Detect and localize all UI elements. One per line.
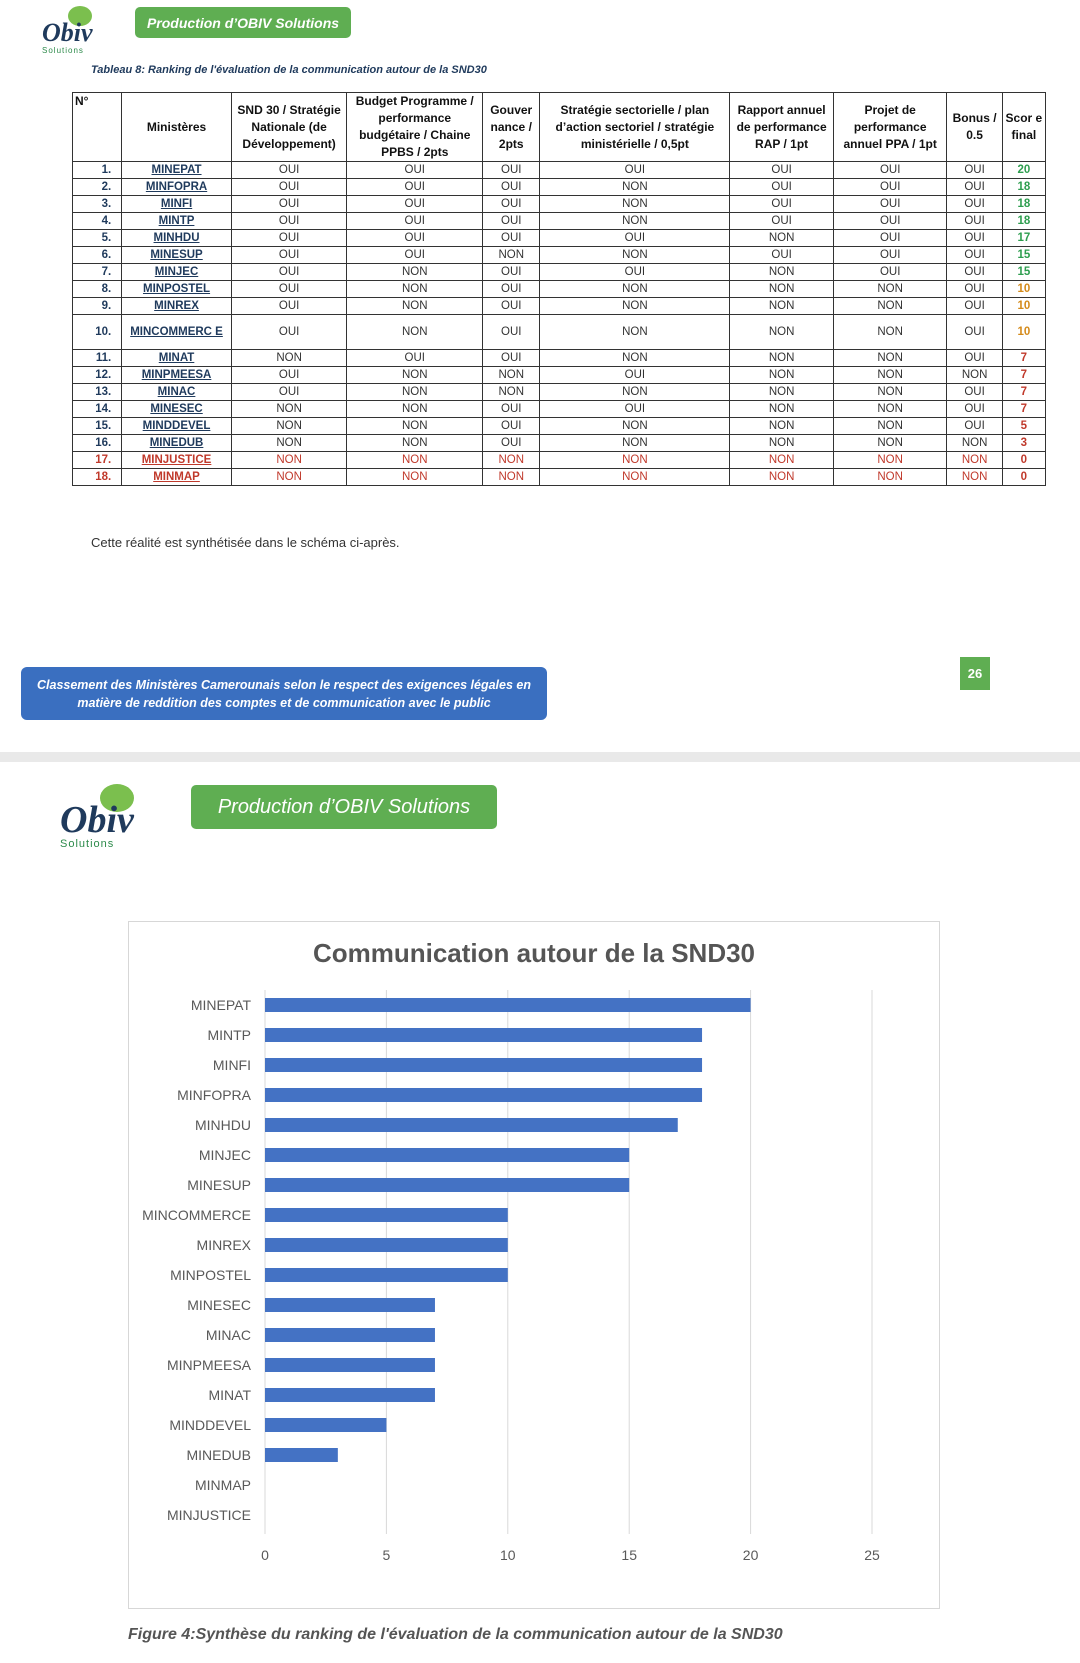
y-category-label: MINREX xyxy=(196,1237,251,1253)
logo-mark-2: Obiv xyxy=(60,799,134,841)
criterion-cell: NON xyxy=(540,196,730,213)
criterion-cell: OUI xyxy=(483,213,540,230)
criterion-cell: NON xyxy=(833,401,947,418)
criterion-cell: NON xyxy=(483,367,540,384)
score-cell: 7 xyxy=(1002,401,1045,418)
criterion-cell: NON xyxy=(730,401,834,418)
criterion-cell: NON xyxy=(540,384,730,401)
criterion-cell: NON xyxy=(483,247,540,264)
criterion-cell: NON xyxy=(833,281,947,298)
criterion-cell: NON xyxy=(540,350,730,367)
criterion-cell: OUI xyxy=(947,179,1002,196)
table-row xyxy=(73,230,1046,247)
row-number: 14. xyxy=(73,401,122,418)
criterion-cell: OUI xyxy=(483,401,540,418)
criterion-cell: OUI xyxy=(947,281,1002,298)
criterion-cell: NON xyxy=(540,179,730,196)
header-bonus: Bonus / 0.5 xyxy=(947,93,1002,162)
criterion-cell: NON xyxy=(231,469,347,486)
criterion-cell: NON xyxy=(730,230,834,247)
x-tick-label: 25 xyxy=(864,1547,880,1563)
ranking-table xyxy=(72,92,1046,486)
table-row xyxy=(73,435,1046,452)
ministry-name: MINFOPRA xyxy=(122,179,232,196)
criterion-cell: OUI xyxy=(347,162,483,179)
y-category-label: MINCOMMERCE xyxy=(142,1207,251,1223)
score-cell: 10 xyxy=(1002,315,1045,350)
criterion-cell: NON xyxy=(540,298,730,315)
table-row xyxy=(73,315,1046,350)
ministry-name: MINJUSTICE xyxy=(122,452,232,469)
chart-title: Communication autour de la SND30 xyxy=(312,938,756,968)
y-category-label: MINEPAT xyxy=(190,997,251,1013)
criterion-cell: OUI xyxy=(231,196,347,213)
score-cell: 7 xyxy=(1002,384,1045,401)
table-caption: Tableau 8: Ranking de l'évaluation de la communication autour de la SND30 xyxy=(91,64,487,76)
criterion-cell: OUI xyxy=(231,367,347,384)
score-cell: 15 xyxy=(1002,247,1045,264)
row-number: 9. xyxy=(73,298,122,315)
row-number: 3. xyxy=(73,196,122,213)
criterion-cell: NON xyxy=(730,281,834,298)
criterion-cell: OUI xyxy=(483,315,540,350)
table-row xyxy=(73,350,1046,367)
criterion-cell: OUI xyxy=(483,298,540,315)
score-cell: 18 xyxy=(1002,213,1045,230)
bar-minpmeesa xyxy=(265,1358,435,1372)
criterion-cell: NON xyxy=(483,384,540,401)
header-snd30: SND 30 / Stratégie Nationale (de Développement) xyxy=(231,93,347,162)
table-body xyxy=(73,162,1046,486)
criterion-cell: OUI xyxy=(231,179,347,196)
bar-minrex xyxy=(265,1238,508,1252)
row-number: 7. xyxy=(73,264,122,281)
y-category-label: MINJUSTICE xyxy=(167,1507,251,1523)
criterion-cell: OUI xyxy=(540,230,730,247)
criterion-cell: OUI xyxy=(483,196,540,213)
criterion-cell: OUI xyxy=(540,264,730,281)
score-cell: 5 xyxy=(1002,418,1045,435)
logo-sub-2: Solutions xyxy=(60,838,115,850)
y-category-label: MINHDU xyxy=(195,1117,251,1133)
score-cell: 0 xyxy=(1002,469,1045,486)
ministry-name: MINPMEESA xyxy=(122,367,232,384)
y-category-label: MINESUP xyxy=(187,1177,251,1193)
table-row xyxy=(73,367,1046,384)
criterion-cell: NON xyxy=(540,452,730,469)
criterion-cell: NON xyxy=(347,298,483,315)
criterion-cell: NON xyxy=(833,367,947,384)
criterion-cell: NON xyxy=(231,452,347,469)
criterion-cell: NON xyxy=(231,401,347,418)
criterion-cell: NON xyxy=(730,367,834,384)
table-header-row xyxy=(73,93,1046,162)
criterion-cell: OUI xyxy=(833,196,947,213)
bar-minepat xyxy=(265,998,751,1012)
ministry-name: MINJEC xyxy=(122,264,232,281)
criterion-cell: NON xyxy=(730,452,834,469)
criterion-cell: OUI xyxy=(833,264,947,281)
bar-mincommerce xyxy=(265,1208,508,1222)
header-budget: Budget Programme / performance budgétaire / Chaine PPBS / 2pts xyxy=(347,93,483,162)
criterion-cell: OUI xyxy=(947,230,1002,247)
criterion-cell: NON xyxy=(483,469,540,486)
criterion-cell: OUI xyxy=(483,418,540,435)
ministry-name: MINEDUB xyxy=(122,435,232,452)
synthesis-text: Cette réalité est synthétisée dans le schéma ci-après. xyxy=(91,535,400,550)
bar-minpostel xyxy=(265,1268,508,1282)
ministry-name: MINMAP xyxy=(122,469,232,486)
criterion-cell: NON xyxy=(833,452,947,469)
criterion-cell: NON xyxy=(730,315,834,350)
table-row xyxy=(73,298,1046,315)
criterion-cell: OUI xyxy=(947,298,1002,315)
obiv-logo xyxy=(40,6,110,56)
criterion-cell: OUI xyxy=(833,179,947,196)
criterion-cell: NON xyxy=(730,264,834,281)
criterion-cell: OUI xyxy=(947,315,1002,350)
table-row xyxy=(73,162,1046,179)
criterion-cell: OUI xyxy=(947,247,1002,264)
bar-minedub xyxy=(265,1448,338,1462)
page-number: 26 xyxy=(960,657,990,690)
bar-mintp xyxy=(265,1028,702,1042)
criterion-cell: NON xyxy=(833,298,947,315)
ministry-name: MINAC xyxy=(122,384,232,401)
criterion-cell: NON xyxy=(833,350,947,367)
row-number: 16. xyxy=(73,435,122,452)
criterion-cell: NON xyxy=(231,418,347,435)
criterion-cell: NON xyxy=(947,452,1002,469)
y-category-label: MINPOSTEL xyxy=(170,1267,251,1283)
criterion-cell: NON xyxy=(347,264,483,281)
x-tick-label: 0 xyxy=(261,1547,269,1563)
criterion-cell: OUI xyxy=(540,401,730,418)
y-category-label: MINDDEVEL xyxy=(169,1417,251,1433)
bar-minddevel xyxy=(265,1418,386,1432)
y-category-label: MINFI xyxy=(212,1057,251,1073)
bar-minesup xyxy=(265,1178,629,1192)
criterion-cell: OUI xyxy=(483,179,540,196)
bar-chart xyxy=(129,922,939,1608)
row-number: 1. xyxy=(73,162,122,179)
criterion-cell: NON xyxy=(347,281,483,298)
criterion-cell: NON xyxy=(347,315,483,350)
ministry-name: MINESEC xyxy=(122,401,232,418)
criterion-cell: NON xyxy=(833,418,947,435)
row-number: 4. xyxy=(73,213,122,230)
criterion-cell: OUI xyxy=(347,213,483,230)
score-cell: 10 xyxy=(1002,281,1045,298)
ministry-name: MINAT xyxy=(122,350,232,367)
criterion-cell: OUI xyxy=(947,196,1002,213)
y-category-label: MINAC xyxy=(205,1327,251,1343)
criterion-cell: OUI xyxy=(730,162,834,179)
criterion-cell: OUI xyxy=(947,384,1002,401)
criterion-cell: NON xyxy=(540,315,730,350)
criterion-cell: NON xyxy=(483,452,540,469)
criterion-cell: OUI xyxy=(231,384,347,401)
table-row xyxy=(73,196,1046,213)
criterion-cell: OUI xyxy=(540,162,730,179)
production-banner: Production d’OBIV Solutions xyxy=(135,7,351,38)
score-cell: 7 xyxy=(1002,350,1045,367)
ministry-name: MINREX xyxy=(122,298,232,315)
criterion-cell: OUI xyxy=(833,213,947,230)
row-number: 11. xyxy=(73,350,122,367)
table-row xyxy=(73,469,1046,486)
criterion-cell: OUI xyxy=(483,281,540,298)
x-tick-label: 10 xyxy=(500,1547,516,1563)
criterion-cell: NON xyxy=(947,367,1002,384)
criterion-cell: NON xyxy=(347,384,483,401)
ministry-name: MINFI xyxy=(122,196,232,213)
criterion-cell: NON xyxy=(833,435,947,452)
figure-caption: Figure 4:Synthèse du ranking de l'évaluation de la communication autour de la SND30 xyxy=(128,1626,783,1643)
criterion-cell: NON xyxy=(231,435,347,452)
criterion-cell: OUI xyxy=(730,179,834,196)
ministry-name: MINDDEVEL xyxy=(122,418,232,435)
row-number: 15. xyxy=(73,418,122,435)
criterion-cell: OUI xyxy=(947,401,1002,418)
criterion-cell: NON xyxy=(347,452,483,469)
criterion-cell: OUI xyxy=(833,162,947,179)
table-row xyxy=(73,384,1046,401)
table-row xyxy=(73,213,1046,230)
score-cell: 20 xyxy=(1002,162,1045,179)
criterion-cell: NON xyxy=(947,435,1002,452)
criterion-cell: OUI xyxy=(347,247,483,264)
bar-minjec xyxy=(265,1148,629,1162)
ministry-name: MINHDU xyxy=(122,230,232,247)
score-cell: 3 xyxy=(1002,435,1045,452)
obiv-logo-2 xyxy=(60,784,150,848)
header-gouvernance: Gouver nance / 2pts xyxy=(483,93,540,162)
score-cell: 18 xyxy=(1002,179,1045,196)
criterion-cell: OUI xyxy=(947,264,1002,281)
criterion-cell: OUI xyxy=(231,298,347,315)
page-1 xyxy=(0,0,1080,752)
production-banner-2: Production d’OBIV Solutions xyxy=(191,785,497,829)
bar-minac xyxy=(265,1328,435,1342)
criterion-cell: OUI xyxy=(231,264,347,281)
row-number: 17. xyxy=(73,452,122,469)
score-cell: 10 xyxy=(1002,298,1045,315)
criterion-cell: OUI xyxy=(231,230,347,247)
score-cell: 17 xyxy=(1002,230,1045,247)
criterion-cell: NON xyxy=(231,350,347,367)
criterion-cell: NON xyxy=(540,247,730,264)
x-tick-label: 20 xyxy=(742,1547,759,1563)
criterion-cell: NON xyxy=(540,213,730,230)
y-category-label: MINAT xyxy=(208,1387,251,1403)
criterion-cell: NON xyxy=(730,298,834,315)
criterion-cell: NON xyxy=(730,435,834,452)
criterion-cell: OUI xyxy=(231,247,347,264)
criterion-cell: NON xyxy=(347,435,483,452)
criterion-cell: OUI xyxy=(833,247,947,264)
criterion-cell: NON xyxy=(540,435,730,452)
ministry-name: MINEPAT xyxy=(122,162,232,179)
ministry-name: MINCOMMERC E xyxy=(122,315,232,350)
table-row xyxy=(73,247,1046,264)
criterion-cell: OUI xyxy=(231,315,347,350)
table-row xyxy=(73,281,1046,298)
criterion-cell: OUI xyxy=(947,162,1002,179)
table-row xyxy=(73,452,1046,469)
criterion-cell: NON xyxy=(730,384,834,401)
criterion-cell: OUI xyxy=(730,196,834,213)
score-cell: 18 xyxy=(1002,196,1045,213)
criterion-cell: OUI xyxy=(483,435,540,452)
logo-sub: Solutions xyxy=(42,46,84,55)
chart-container xyxy=(128,921,940,1609)
y-category-label: MINJEC xyxy=(198,1147,251,1163)
header-num: N° xyxy=(73,93,122,162)
criterion-cell: OUI xyxy=(483,350,540,367)
score-cell: 7 xyxy=(1002,367,1045,384)
y-category-label: MINPMEESA xyxy=(166,1357,251,1373)
score-cell: 0 xyxy=(1002,452,1045,469)
row-number: 8. xyxy=(73,281,122,298)
bar-minat xyxy=(265,1388,435,1402)
row-number: 5. xyxy=(73,230,122,247)
bar-minhdu xyxy=(265,1118,678,1132)
y-category-label: MINESEC xyxy=(187,1297,251,1313)
bar-minesec xyxy=(265,1298,435,1312)
ministry-name: MINTP xyxy=(122,213,232,230)
criterion-cell: NON xyxy=(730,469,834,486)
score-cell: 15 xyxy=(1002,264,1045,281)
header-ppa: Projet de performance annuel PPA / 1pt xyxy=(833,93,947,162)
criterion-cell: OUI xyxy=(347,350,483,367)
header-ministeres: Ministères xyxy=(122,93,232,162)
criterion-cell: NON xyxy=(347,418,483,435)
criterion-cell: OUI xyxy=(947,350,1002,367)
criterion-cell: OUI xyxy=(483,264,540,281)
row-number: 12. xyxy=(73,367,122,384)
criterion-cell: OUI xyxy=(347,179,483,196)
criterion-cell: NON xyxy=(833,469,947,486)
criterion-cell: OUI xyxy=(947,213,1002,230)
criterion-cell: OUI xyxy=(231,162,347,179)
criterion-cell: OUI xyxy=(833,230,947,247)
header-strategie: Stratégie sectorielle / plan d’action sectoriel / stratégie ministérielle / 0,5pt xyxy=(540,93,730,162)
table-row xyxy=(73,401,1046,418)
criterion-cell: NON xyxy=(540,469,730,486)
criterion-cell: NON xyxy=(833,384,947,401)
criterion-cell: OUI xyxy=(347,196,483,213)
x-tick-label: 15 xyxy=(621,1547,637,1563)
criterion-cell: NON xyxy=(730,350,834,367)
criterion-cell: OUI xyxy=(947,418,1002,435)
criterion-cell: OUI xyxy=(483,162,540,179)
header-rap: Rapport annuel de performance RAP / 1pt xyxy=(730,93,834,162)
criterion-cell: OUI xyxy=(347,230,483,247)
criterion-cell: NON xyxy=(347,367,483,384)
criterion-cell: NON xyxy=(347,469,483,486)
criterion-cell: NON xyxy=(833,315,947,350)
criterion-cell: OUI xyxy=(231,281,347,298)
row-number: 18. xyxy=(73,469,122,486)
row-number: 2. xyxy=(73,179,122,196)
criterion-cell: NON xyxy=(730,418,834,435)
criterion-cell: OUI xyxy=(540,367,730,384)
bar-minfi xyxy=(265,1058,702,1072)
row-number: 10. xyxy=(73,315,122,350)
row-number: 6. xyxy=(73,247,122,264)
table-row xyxy=(73,264,1046,281)
criterion-cell: OUI xyxy=(730,247,834,264)
ministry-name: MINESUP xyxy=(122,247,232,264)
criterion-cell: NON xyxy=(540,281,730,298)
row-number: 13. xyxy=(73,384,122,401)
table-row xyxy=(73,179,1046,196)
bar-minfopra xyxy=(265,1088,702,1102)
footer-band: Classement des Ministères Camerounais selon le respect des exigences légales en matière de reddition des comptes et de communication avec le public xyxy=(21,667,547,720)
criterion-cell: NON xyxy=(347,401,483,418)
criterion-cell: NON xyxy=(540,418,730,435)
header-score: Scor e final xyxy=(1002,93,1045,162)
y-category-label: MINMAP xyxy=(195,1477,251,1493)
logo-mark: Obiv xyxy=(42,18,93,47)
table-row xyxy=(73,418,1046,435)
criterion-cell: OUI xyxy=(483,230,540,247)
y-category-label: MINEDUB xyxy=(186,1447,251,1463)
y-category-label: MINTP xyxy=(207,1027,251,1043)
criterion-cell: NON xyxy=(947,469,1002,486)
criterion-cell: OUI xyxy=(730,213,834,230)
page-2 xyxy=(0,762,1080,1663)
criterion-cell: OUI xyxy=(231,213,347,230)
ministry-name: MINPOSTEL xyxy=(122,281,232,298)
y-category-label: MINFOPRA xyxy=(177,1087,251,1103)
x-tick-label: 5 xyxy=(382,1547,391,1563)
